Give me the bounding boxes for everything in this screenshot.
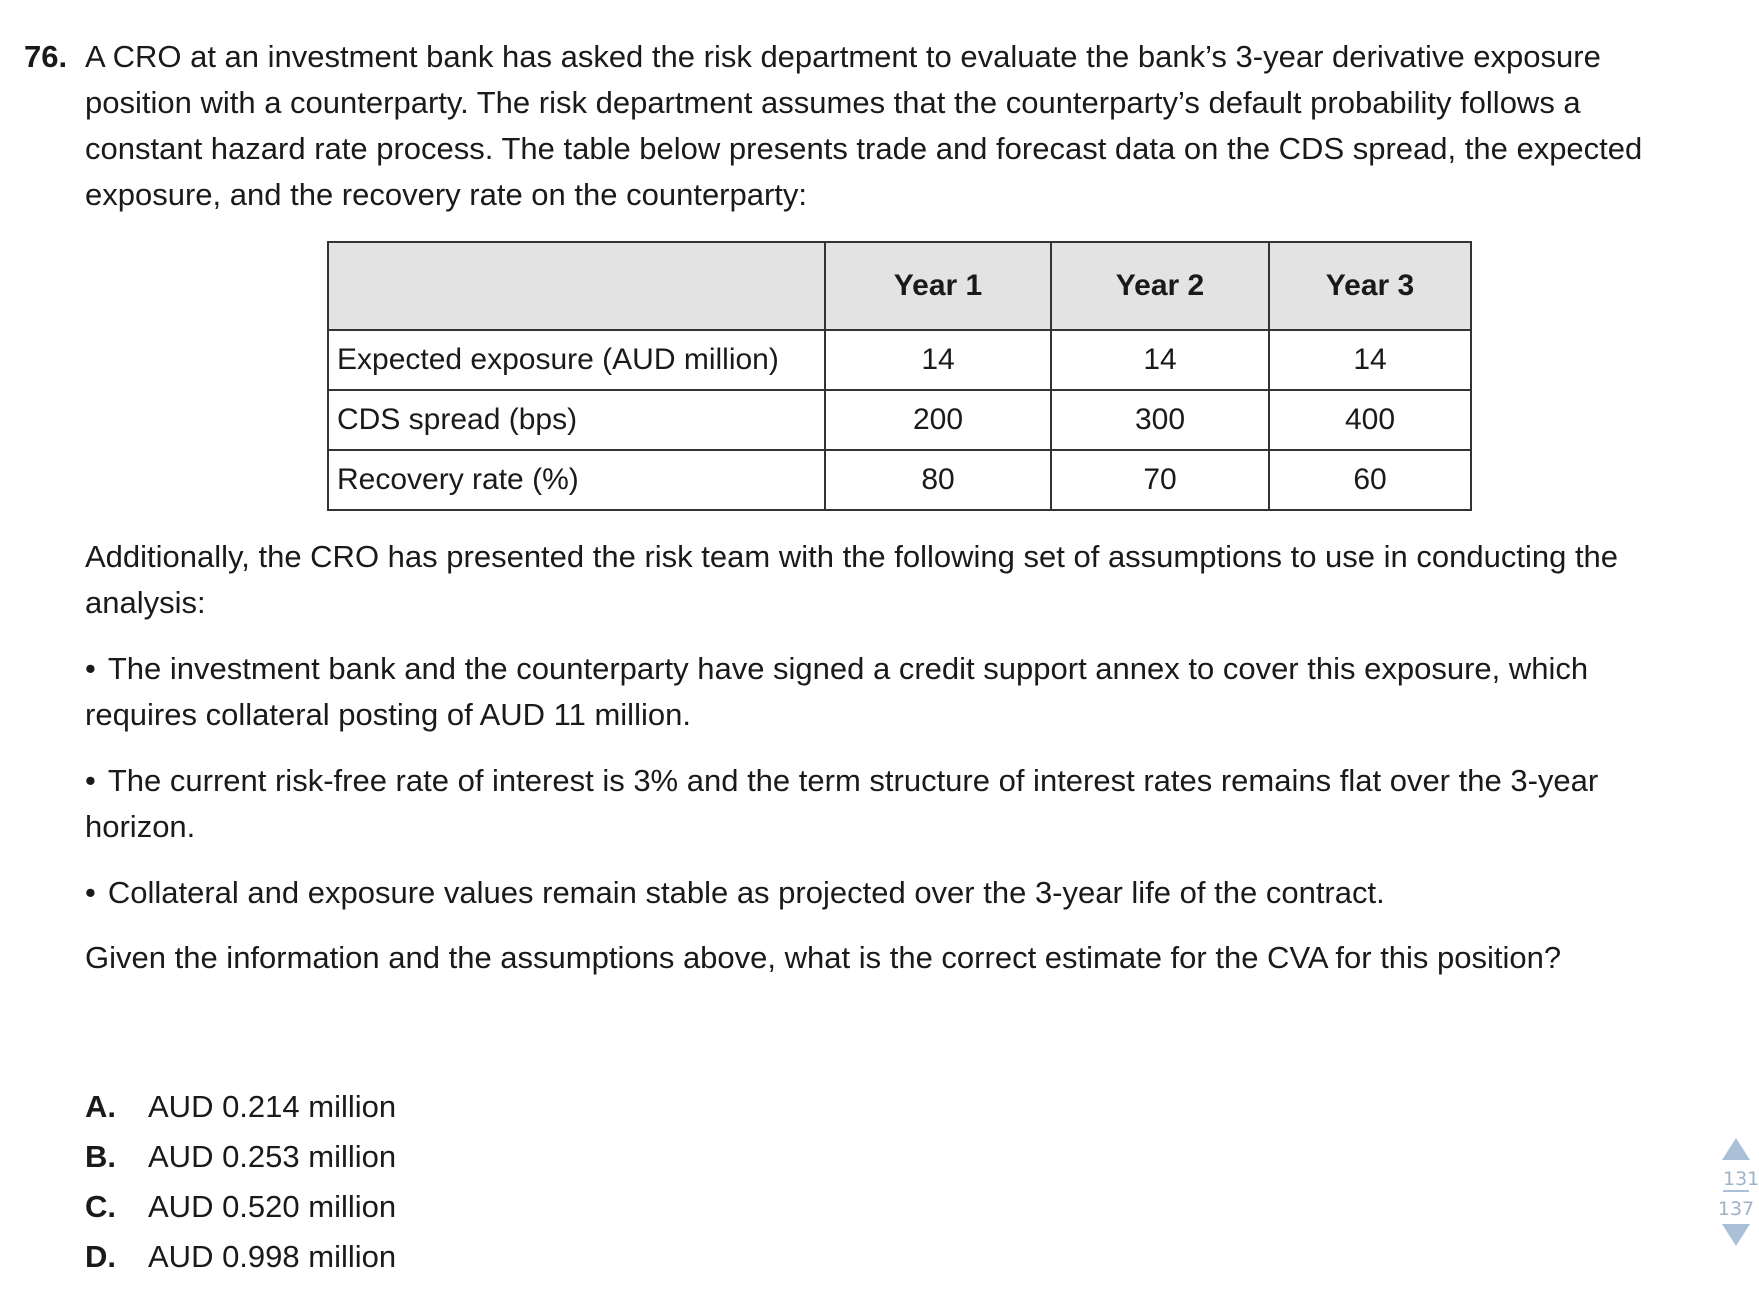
table-cell: 14 (1269, 330, 1471, 390)
option-letter: B. (85, 1139, 116, 1174)
option-a[interactable] (85, 1082, 396, 1132)
table-cell: 300 (1051, 390, 1269, 450)
answer-options (85, 1082, 396, 1282)
table-cell: 80 (825, 450, 1051, 510)
question-number: 76. (24, 39, 68, 74)
page-down-icon[interactable] (1722, 1224, 1750, 1246)
option-letter: D. (85, 1239, 116, 1274)
option-letter: C. (85, 1189, 116, 1224)
question-block (24, 34, 1684, 218)
option-text: AUD 0.214 million (148, 1089, 397, 1124)
table-cell: 60 (1269, 450, 1471, 510)
bullet-text: The current risk-free rate of interest is 3% and the term structure of interest rates remains flat over the 3-year horizon. (85, 763, 1599, 844)
option-b[interactable] (85, 1132, 396, 1182)
table-cell: 70 (1051, 450, 1269, 510)
option-c[interactable] (85, 1182, 396, 1232)
bullet-item (85, 646, 1685, 738)
bullet-icon: • (85, 651, 96, 686)
table-row (328, 330, 1471, 390)
row-label: Recovery rate (%) (328, 450, 825, 510)
page-up-icon[interactable] (1722, 1138, 1750, 1160)
table-cell: 400 (1269, 390, 1471, 450)
table-header-cell (328, 242, 825, 330)
table-header-cell: Year 2 (1051, 242, 1269, 330)
additional-text: Additionally, the CRO has presented the risk team with the following set of assumptions to use in conducting the analysis: (85, 539, 1619, 620)
table-header-cell: Year 1 (825, 242, 1051, 330)
bullet-item (85, 758, 1685, 850)
table-row (328, 390, 1471, 450)
bullet-icon: • (85, 875, 96, 910)
option-text: AUD 0.998 million (148, 1239, 397, 1274)
option-text: AUD 0.253 million (148, 1139, 397, 1174)
current-page: 131 (1723, 1168, 1759, 1190)
data-table (327, 241, 1472, 511)
option-letter: A. (85, 1089, 116, 1124)
option-d[interactable] (85, 1232, 396, 1282)
row-label: CDS spread (bps) (328, 390, 825, 450)
bullet-text: The investment bank and the counterparty have signed a credit support annex to cover this exposure, which requires collateral posting of AUD 11 million. (85, 651, 1589, 732)
question-text: A CRO at an investment bank has asked the risk department to evaluate the bank’s 3-year derivative exposure position with a counterparty. The risk department assumes that the counterparty’s default probability follows a constant hazard rate process. The table below presents trade and forecast data on the CDS spread, the expected exposure, and the recovery rate on the counterparty: (85, 39, 1643, 212)
question-prompt: Given the information and the assumptions above, what is the correct estimate for the CVA for this position? (85, 940, 1562, 975)
page-navigator (1713, 1138, 1759, 1246)
table-header-row (328, 242, 1471, 330)
bullet-text: Collateral and exposure values remain stable as projected over the 3-year life of the contract. (107, 875, 1385, 910)
table-cell: 14 (1051, 330, 1269, 390)
table-cell: 14 (825, 330, 1051, 390)
table-row (328, 450, 1471, 510)
bullet-item (85, 870, 1685, 916)
option-text: AUD 0.520 million (148, 1189, 397, 1224)
table-cell: 200 (825, 390, 1051, 450)
row-label: Expected exposure (AUD million) (328, 330, 825, 390)
bullet-icon: • (85, 763, 96, 798)
table-header-cell: Year 3 (1269, 242, 1471, 330)
total-pages: 137 (1717, 1198, 1755, 1220)
